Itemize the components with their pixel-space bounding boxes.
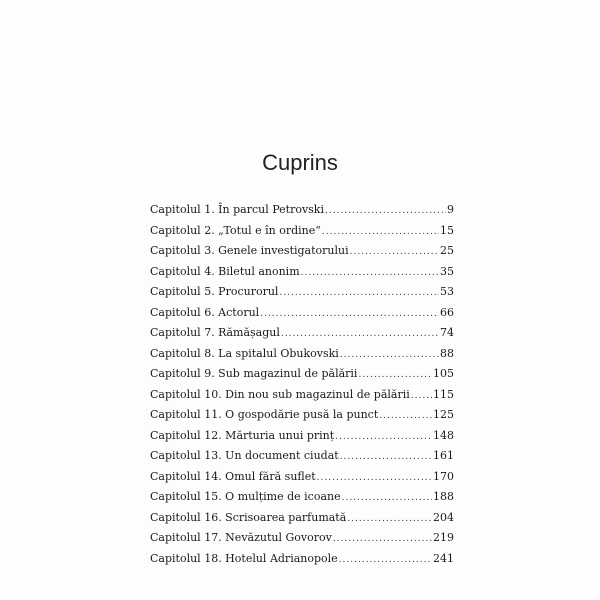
dot-leader xyxy=(260,309,439,319)
toc-entry xyxy=(150,265,454,286)
toc-entry xyxy=(150,367,454,388)
table-of-contents xyxy=(150,203,454,572)
dot-leader xyxy=(339,555,432,565)
dot-leader xyxy=(342,493,432,503)
toc-entry xyxy=(150,285,454,306)
dot-leader xyxy=(335,432,432,442)
toc-entry-label: Capitolul 9. Sub magazinul de pălării xyxy=(150,367,358,380)
toc-entry xyxy=(150,347,454,368)
toc-entry-label: Capitolul 18. Hotelul Adrianopole xyxy=(150,551,338,565)
dot-leader xyxy=(358,370,432,380)
toc-entry-label: Capitolul 5. Procurorul xyxy=(150,285,279,298)
toc-entry xyxy=(150,306,454,327)
dot-leader xyxy=(281,329,439,339)
toc-entry-page-number: 219 xyxy=(433,531,454,544)
toc-entry-page-number: 170 xyxy=(433,469,454,483)
toc-entry-label: Capitolul 10. Din nou sub magazinul de pălării xyxy=(150,387,410,401)
toc-entry-page-number: 161 xyxy=(433,449,454,462)
toc-entry xyxy=(150,388,454,409)
toc-entry-page-number: 25 xyxy=(440,244,454,257)
toc-entry-label: Capitolul 7. Rămășagul xyxy=(150,326,280,339)
dot-leader xyxy=(325,206,446,216)
dot-leader xyxy=(340,350,439,360)
toc-entry-page-number: 125 xyxy=(433,408,454,421)
toc-entry-label: Capitolul 3. Genele investigatorului xyxy=(150,244,349,257)
toc-entry xyxy=(150,429,454,450)
dot-leader xyxy=(333,534,432,544)
toc-entry-page-number: 66 xyxy=(440,305,454,319)
dot-leader xyxy=(322,227,439,237)
toc-entry xyxy=(150,224,454,245)
toc-entry xyxy=(150,326,454,347)
toc-entry-page-number: 204 xyxy=(433,510,454,524)
toc-entry-page-number: 88 xyxy=(440,346,454,360)
toc-entry-page-number: 15 xyxy=(440,223,454,237)
toc-entry xyxy=(150,244,454,265)
toc-entry-label: Capitolul 6. Actorul xyxy=(150,305,260,319)
toc-entry-page-number: 148 xyxy=(433,428,454,442)
toc-entry-label: Capitolul 1. În parcul Petrovski xyxy=(150,203,324,216)
toc-entry-label: Capitolul 2. „Totul e în ordine“ xyxy=(150,223,321,237)
toc-entry xyxy=(150,490,454,511)
page-title: Cuprins xyxy=(262,150,338,175)
toc-entry-label: Capitolul 11. O gospodărie pusă la punct xyxy=(150,408,379,421)
toc-entry-page-number: 35 xyxy=(440,264,454,278)
toc-entry-page-number: 105 xyxy=(433,367,454,380)
toc-entry-label: Capitolul 12. Mărturia unui prinț xyxy=(150,428,335,442)
toc-entry xyxy=(150,203,454,224)
toc-entry-page-number: 115 xyxy=(433,387,454,401)
dot-leader xyxy=(350,247,439,257)
toc-entry-label: Capitolul 16. Scrisoarea parfumată xyxy=(150,510,347,524)
toc-entry xyxy=(150,531,454,552)
dot-leader xyxy=(379,411,432,421)
toc-entry-label: Capitolul 8. La spitalul Obukovski xyxy=(150,346,339,360)
toc-entry-label: Capitolul 17. Nevăzutul Govorov xyxy=(150,531,332,544)
toc-entry xyxy=(150,408,454,429)
toc-entry xyxy=(150,552,454,573)
toc-entry xyxy=(150,511,454,532)
toc-entry xyxy=(150,470,454,491)
toc-entry-page-number: 53 xyxy=(440,285,454,298)
toc-entry-page-number: 9 xyxy=(447,203,454,216)
toc-entry-page-number: 188 xyxy=(433,490,454,503)
toc-entry-page-number: 74 xyxy=(440,326,454,339)
toc-entry-label: Capitolul 14. Omul fără suflet xyxy=(150,469,316,483)
dot-leader xyxy=(340,452,432,462)
toc-entry-label: Capitolul 4. Biletul anonim xyxy=(150,264,300,278)
dot-leader xyxy=(301,268,439,278)
dot-leader xyxy=(411,391,432,401)
toc-entry-page-number: 241 xyxy=(433,551,454,565)
toc-entry-label: Capitolul 13. Un document ciudat xyxy=(150,449,339,462)
dot-leader xyxy=(317,473,432,483)
toc-entry-label: Capitolul 15. O mulțime de icoane xyxy=(150,490,341,503)
dot-leader xyxy=(279,288,439,298)
toc-entry xyxy=(150,449,454,470)
dot-leader xyxy=(347,514,432,524)
